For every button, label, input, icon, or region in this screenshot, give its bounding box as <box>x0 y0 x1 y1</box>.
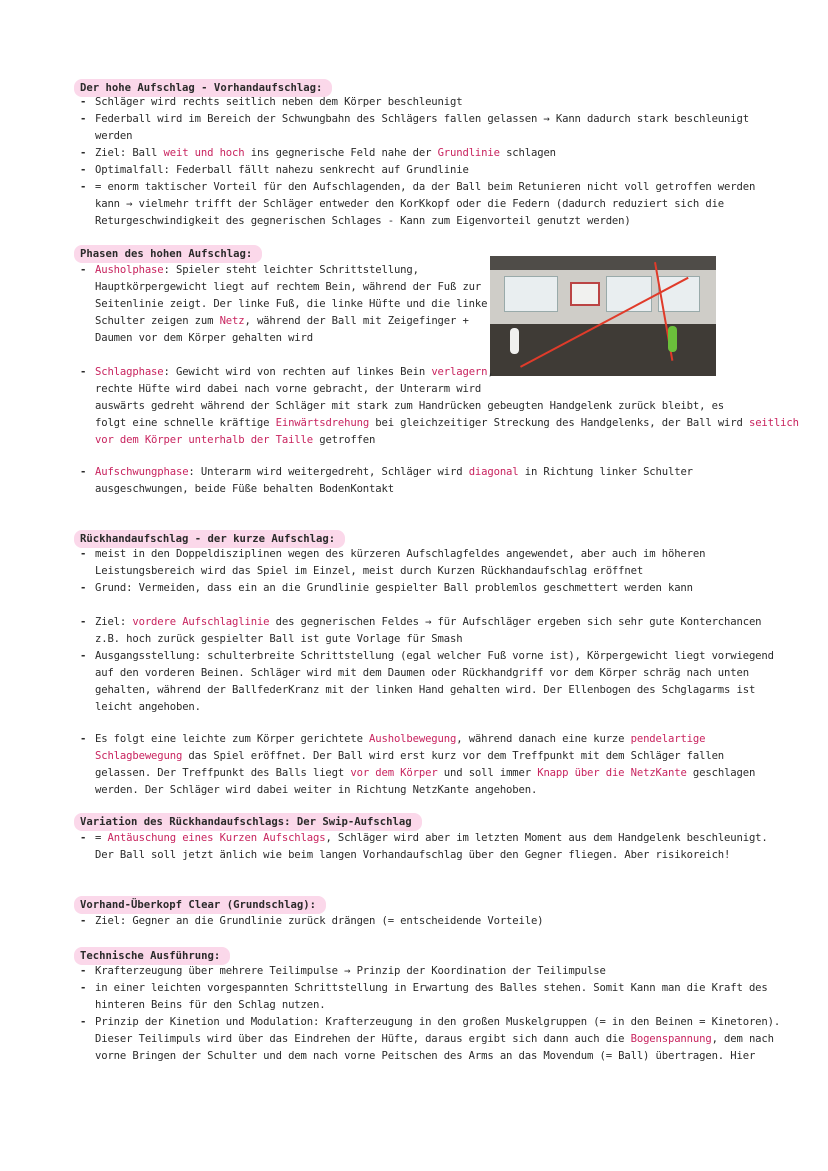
text-line: kann → vielmehr trifft der Schläger entweder den KorKkopf oder die Federn (dadurch reduziert sich die <box>95 198 725 210</box>
highlight: Knapp über die NetzKante <box>537 767 687 779</box>
text-line: werden <box>95 130 133 142</box>
highlight: weit und hoch <box>163 147 245 159</box>
bullet: - <box>80 650 87 662</box>
text-line: Krafterzeugung über mehrere Teilimpulse → Prinzip der Koordination der Teilimpulse <box>95 965 606 977</box>
bullet: - <box>80 264 87 276</box>
text-line: Schläger wird rechts seitlich neben dem Körper beschleunigt <box>95 96 463 108</box>
bullet: - <box>80 164 87 176</box>
highlight: Grundlinie <box>437 147 500 159</box>
bullet: - <box>80 548 87 560</box>
section-heading-vorhandaufschlag: Der hohe Aufschlag - Vorhandaufschlag: <box>74 79 332 97</box>
bullet: - <box>80 616 87 628</box>
bullet: - <box>80 466 87 478</box>
text-line: Federball wird im Bereich der Schwungbahn des Schlägers fallen gelassen → Kann dadurch stark beschleunigt <box>95 113 749 125</box>
text-line: Dieser Teilimpuls wird über das Eindrehen der Hüfte, daraus ergibt sich dann auch die Bogenspannung, dem nach <box>95 1033 774 1045</box>
text-line: Hauptkörpergewicht liegt auf rechtem Bein, während der Fuß zur <box>95 281 482 293</box>
text-line: vor dem Körper unterhalb der Taille getroffen <box>95 434 376 446</box>
text-line: rechte Hüfte wird dabei nach vorne gebracht, der Unterarm wird <box>95 383 482 395</box>
text-line: Der Ball soll jetzt änlich wie beim langen Vorhandaufschlag über den Gegner fliegen. Aber risikoreich! <box>95 849 731 861</box>
text-line: werden. Der Schläger wird dabei weiter in Richtung NetzKante angehoben. <box>95 784 538 796</box>
text-line: auswärts gedreht während der Schläger mit stark zum Handrücken gebeugten Handgelenk zurück bleibt, es <box>95 400 725 412</box>
highlight: vor dem Körper unterhalb der Taille <box>95 434 313 446</box>
section-heading-rueckhandaufschlag: Rückhandaufschlag - der kurze Aufschlag: <box>74 530 345 548</box>
bullet: - <box>80 181 87 193</box>
text-line: leicht angehoben. <box>95 701 201 713</box>
text-line: Ziel: vordere Aufschlaglinie des gegnerischen Feldes → für Aufschläger ergeben sich sehr gute Konterchancen <box>95 616 762 628</box>
highlight: Ausholphase <box>95 264 164 276</box>
section-heading-swip-aufschlag: Variation des Rückhandaufschlags: Der Swip-Aufschlag <box>74 813 422 831</box>
text-line: in einer leichten vorgespannten Schrittstellung in Erwartung des Balles stehen. Somit Kann man die Kraft des <box>95 982 768 994</box>
text-line: Leistungsbereich wird das Spiel im Einzel, meist durch Kurzen Rückhandaufschlag eröffnet <box>95 565 644 577</box>
text-line: Schulter zeigen zum Netz, während der Ball mit Zeigefinger + <box>95 315 469 327</box>
text-line: meist in den Doppeldisziplinen wegen des kürzeren Aufschlagfeldes angewendet, aber auch im höheren <box>95 548 706 560</box>
section-heading-technische-ausfuehrung: Technische Ausführung: <box>74 947 230 965</box>
player-figure <box>510 328 519 354</box>
text-line: folgt eine schnelle kräftige Einwärtsdrehung bei gleichzeitiger Streckung des Handgelenks, der Ball wird seitlich <box>95 417 799 429</box>
highlight: Schlagphase <box>95 366 164 378</box>
highlight: diagonal <box>468 466 519 478</box>
text-line: Aufschwungphase: Unterarm wird weitergedreht, Schläger wird diagonal in Richtung linker Schulter <box>95 466 693 478</box>
highlight: Schlagbewegung <box>95 750 183 762</box>
text-line: auf den vorderen Beinen. Schläger wird mit dem Daumen oder Rückhandgriff vor dem Körper schräg nach unten <box>95 667 749 679</box>
bullet: - <box>80 96 87 108</box>
section-heading-phasen: Phasen des hohen Aufschlag: <box>74 245 262 263</box>
text-line: Schlagphase: Gewicht wird von rechten auf linkes Bein verlagern, <box>95 366 494 378</box>
basketball-hoop <box>570 282 600 306</box>
highlight: Netz <box>219 315 245 327</box>
bullet: - <box>80 832 87 844</box>
highlight: Antäuschung eines Kurzen Aufschlags <box>107 832 326 844</box>
text-line: gelassen. Der Treffpunkt des Balls liegt vor dem Körper und soll immer Knapp über die NetzKante geschlagen <box>95 767 756 779</box>
text-line: = Antäuschung eines Kurzen Aufschlags, Schläger wird aber im letzten Moment aus dem Handgelenk beschleunigt. <box>95 832 768 844</box>
highlight: verlagern <box>431 366 488 378</box>
highlight: vordere Aufschlaglinie <box>132 616 270 628</box>
highlight: Aufschwungphase <box>95 466 189 478</box>
highlight: seitlich <box>748 417 799 429</box>
text-line: Es folgt eine leichte zum Körper gerichtete Ausholbewegung, während danach eine kurze pendelartige <box>95 733 706 745</box>
bullet: - <box>80 1016 87 1028</box>
sports-hall-photo <box>490 256 716 376</box>
bullet: - <box>80 366 87 378</box>
text-line: ausgeschwungen, beide Füße behalten BodenKontakt <box>95 483 394 495</box>
text-line: Returgeschwindigkeit des gegnerischen Schlages - Kann zum Eigenvorteil genutzt werden) <box>95 215 631 227</box>
text-line: vorne Bringen der Schulter und dem nach vorne Peitschen des Arms an das Movendum (= Ball) übertragen. Hier <box>95 1050 756 1062</box>
bullet: - <box>80 733 87 745</box>
text-line: hinteren Beins für den Schlag nutzen. <box>95 999 326 1011</box>
text-line: Ausholphase: Spieler steht leichter Schrittstellung, <box>95 264 419 276</box>
text-line: Optimalfall: Federball fällt nahezu senkrecht auf Grundlinie <box>95 164 469 176</box>
text-line: Seitenlinie zeigt. Der linke Fuß, die linke Hüfte und die linke <box>95 298 488 310</box>
highlight: pendelartige <box>630 733 706 745</box>
player-figure <box>668 326 677 352</box>
text-line: Ziel: Gegner an die Grundlinie zurück drängen (= entscheidende Vorteile) <box>95 915 544 927</box>
highlight: Einwärtsdrehung <box>275 417 370 429</box>
bullet: - <box>80 582 87 594</box>
photo-window <box>504 276 558 312</box>
text-line: Daumen vor dem Körper gehalten wird <box>95 332 313 344</box>
highlight: Ausholbewegung <box>369 733 457 745</box>
section-heading-clear: Vorhand-Überkopf Clear (Grundschlag): <box>74 896 326 914</box>
bullet: - <box>80 915 87 927</box>
text-line: z.B. hoch zurück gespielter Ball ist gute Vorlage für Smash <box>95 633 463 645</box>
text-line: Ausgangsstellung: schulterbreite Schrittstellung (egal welcher Fuß vorne ist), Körpergewicht liegt vorwiegend <box>95 650 774 662</box>
highlight: vor dem Körper <box>350 767 438 779</box>
text-line: Grund: Vermeiden, dass ein an die Grundlinie gespielter Ball problemlos geschmettert werden kann <box>95 582 693 594</box>
bullet: - <box>80 113 87 125</box>
photo-ceiling <box>490 256 716 270</box>
bullet: - <box>80 982 87 994</box>
bullet: - <box>80 965 87 977</box>
highlight: Bogenspannung <box>630 1033 712 1045</box>
text-line: Prinzip der Kinetion und Modulation: Krafterzeugung in den großen Muskelgruppen (= in den Beinen = Kinetoren). <box>95 1016 781 1028</box>
text-line: Ziel: Ball weit und hoch ins gegnerische Feld nahe der Grundlinie schlagen <box>95 147 556 159</box>
bullet: - <box>80 147 87 159</box>
text-line: = enorm taktischer Vorteil für den Aufschlagenden, da der Ball beim Retunieren nicht voll getroffen werden <box>95 181 756 193</box>
text-line: Schlagbewegung das Spiel eröffnet. Der Ball wird erst kurz vor dem Treffpunkt mit dem Schläger fallen <box>95 750 725 762</box>
text-line: gehalten, während der BallfederKranz mit der linken Hand gehalten wird. Der Ellenbogen des Schglagarms ist <box>95 684 756 696</box>
